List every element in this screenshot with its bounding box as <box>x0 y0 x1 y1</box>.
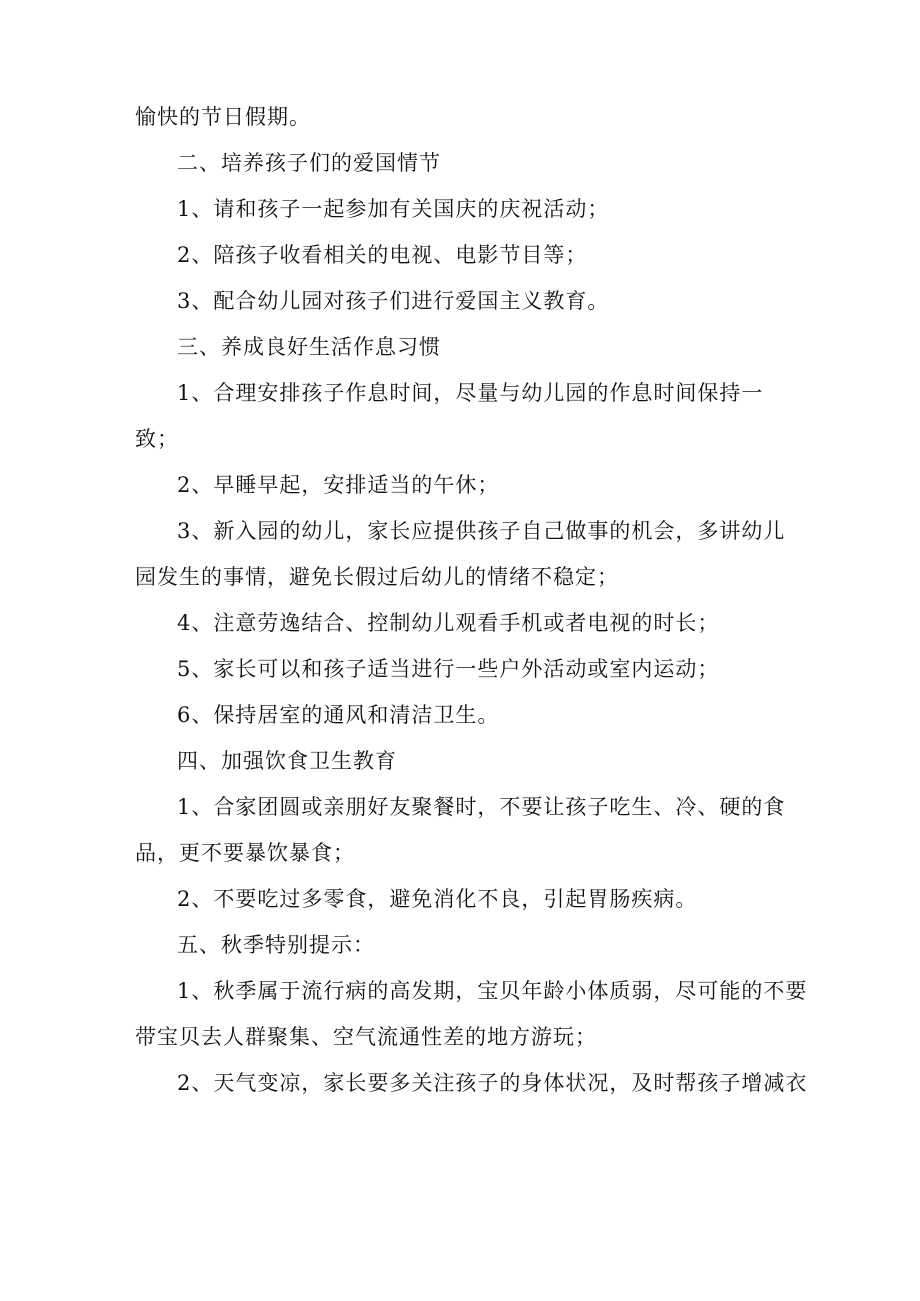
list-item: 2、不要吃过多零食，避免消化不良，引起胃肠疾病。 <box>177 887 698 911</box>
list-item: 6、保持居室的通风和清洁卫生。 <box>177 703 500 727</box>
list-item-continuation: 致； <box>135 427 179 451</box>
list-item: 2、天气变凉，家长要多关注孩子的身体状况，及时帮孩子增减衣 <box>177 1071 808 1095</box>
section-heading-3: 三、养成良好生活作息习惯 <box>177 335 441 359</box>
section-heading-5: 五、秋季特别提示： <box>177 933 375 957</box>
list-item: 1、秋季属于流行病的高发期，宝贝年龄小体质弱，尽可能的不要 <box>177 979 808 1003</box>
list-item: 3、新入园的幼儿，家长应提供孩子自己做事的机会，多讲幼儿 <box>177 519 786 543</box>
list-item: 1、合理安排孩子作息时间，尽量与幼儿园的作息时间保持一 <box>177 381 764 405</box>
section-heading-4: 四、加强饮食卫生教育 <box>177 749 397 773</box>
list-item: 4、注意劳逸结合、控制幼儿观看手机或者电视的时长； <box>177 611 720 635</box>
list-item: 3、配合幼儿园对孩子们进行爱国主义教育。 <box>177 289 610 313</box>
list-item-continuation: 园发生的事情，避免长假过后幼儿的情绪不稳定； <box>135 565 619 589</box>
document-body <box>135 94 808 1106</box>
list-item-continuation: 品，更不要暴饮暴食； <box>135 841 355 865</box>
list-item: 2、早睡早起，安排适当的午休； <box>177 473 500 497</box>
list-item: 2、陪孩子收看相关的电视、电影节目等； <box>177 243 588 267</box>
list-item: 5、家长可以和孩子适当进行一些户外活动或室内运动； <box>177 657 720 681</box>
section-heading-2: 二、培养孩子们的爱国情节 <box>177 151 441 175</box>
list-item-continuation: 带宝贝去人群聚集、空气流通性差的地方游玩； <box>135 1025 597 1049</box>
list-item: 1、请和孩子一起参加有关国庆的庆祝活动； <box>177 197 610 221</box>
paragraph-continuation: 愉快的节日假期。 <box>135 105 311 129</box>
list-item: 1、合家团圆或亲朋好友聚餐时，不要让孩子吃生、冷、硬的食 <box>177 795 786 819</box>
